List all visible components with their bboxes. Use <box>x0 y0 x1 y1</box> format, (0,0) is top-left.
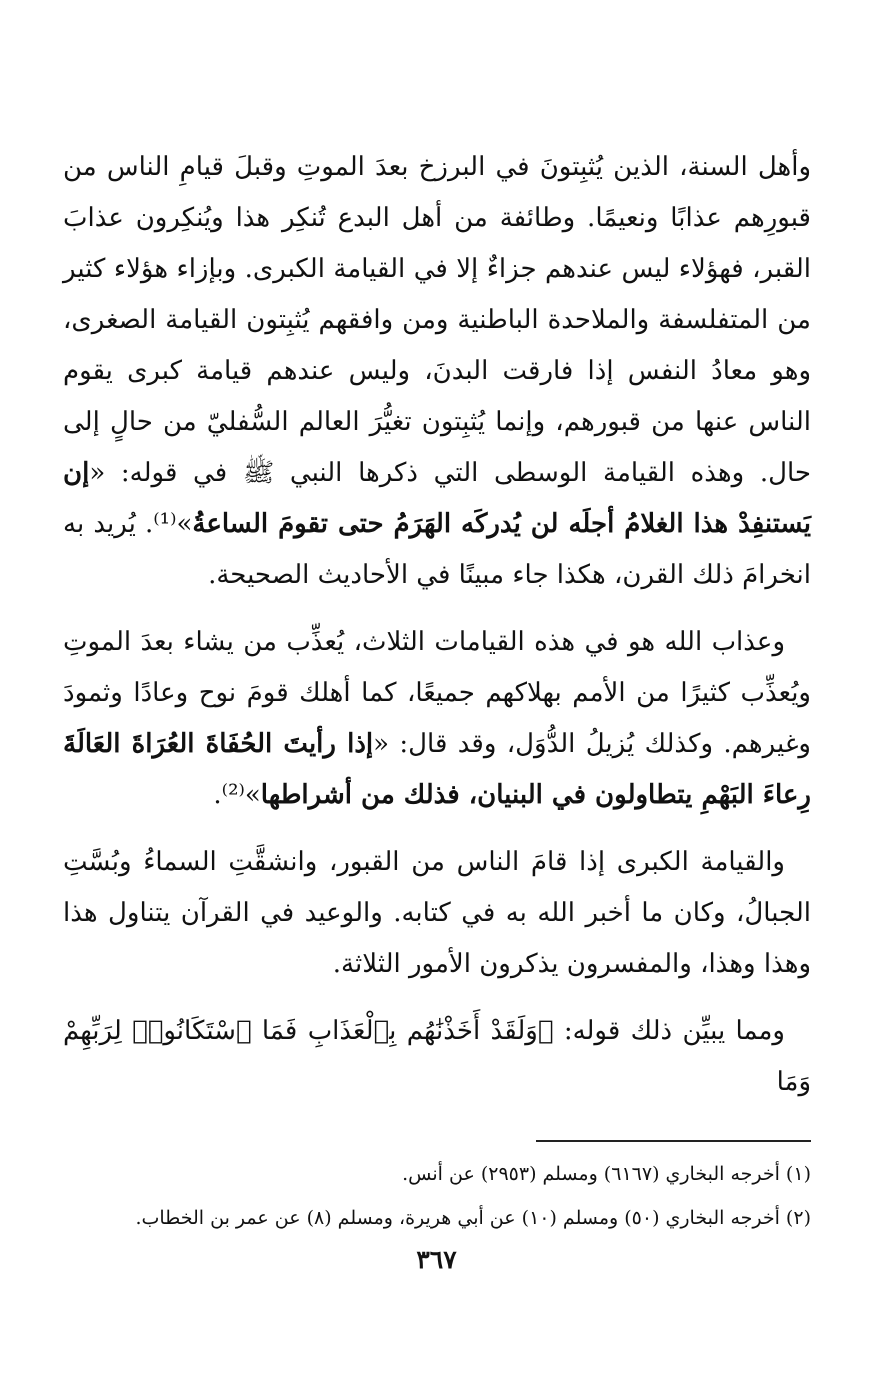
paragraph <box>63 617 811 821</box>
main-text <box>63 142 811 1124</box>
hadith-quote: إذا رأيتَ الحُفَاةَ العُرَاةَ العَالَةَ رِعاءَ البَهْمِ يتطاولون في البنيان، فذلك من أشراطها <box>63 729 811 810</box>
text-run: »⁽²⁾. <box>213 780 261 810</box>
footnotes <box>63 1152 811 1240</box>
paragraph <box>63 1006 811 1108</box>
text-run: وعذاب الله هو في هذه القيامات الثلاث، يُعذِّب من يشاء بعدَ الموتِ ويُعذِّب كثيرًا من الأمم بهلاكهم جميعًا، كما أهلك قومَ نوح وعادًا وثمودَ وغيرهم. وكذلك يُزيلُ الدُّوَل، وقد قال: « <box>63 627 811 759</box>
page-number: ٣٦٧ <box>416 1245 457 1274</box>
text-run: ومما يبيِّن ذلك قوله: ﴿وَلَقَدْ أَخَذْنَٰهُم بِٱلْعَذَابِ فَمَا ٱسْتَكَانُوا۟ لِرَبِّهِمْ وَمَا <box>63 1016 811 1097</box>
text-run: والقيامة الكبرى إذا قامَ الناس من القبور، وانشقَّتِ السماءُ وبُسَّتِ الجبالُ، وكان ما أخبر الله به في كتابه. والوعيد في القرآن يتناول هذا وهذا وهذا، والمفسرون يذكرون الأمور الثلاثة. <box>63 847 811 979</box>
paragraph <box>63 142 811 601</box>
text-run: »⁽¹⁾. يُريد به انخرامَ ذلك القرن، هكذا جاء مبينًا في الأحاديث الصحيحة. <box>63 509 811 590</box>
paragraph <box>63 837 811 990</box>
footnote-divider <box>536 1140 811 1142</box>
footnote: (١) أخرجه البخاري (٦١٦٧) ومسلم (٢٩٥٣) عن أنس. <box>402 1163 811 1185</box>
hadith-quote: إن يَستنفِدْ هذا الغلامُ أجلَه لن يُدركَه الهَرَمُ حتى تقومَ الساعةُ <box>63 458 811 539</box>
footnote: (٢) أخرجه البخاري (٥٠) ومسلم (١٠) عن أبي هريرة، ومسلم (٨) عن عمر بن الخطاب. <box>135 1207 811 1229</box>
text-run: وأهل السنة، الذين يُثبِتونَ في البرزخ بعدَ الموتِ وقبلَ قيامِ الناس من قبورِهم عذابًا ونعيمًا. وطائفة من أهل البدع تُنكِر هذا ويُنكِرون عذابَ القبر، فهؤلاء ليس عندهم جزاءٌ إلا في القيامة الكبرى. وبإزاء هؤلاء كثير من المتفلسفة والملاحدة الباطنية ومن وافقهم يُثبِتون القيامة الصغرى، وهو معادُ النفس إذا فارقت البدنَ، وليس عندهم قيامة كبرى يقوم الناس عنها من قبورهم، وإنما يُثبِتون تغيُّرَ العالم السُّفليّ من حالٍ إلى حال. وهذه القيامة الوسطى التي ذكرها النبي ﷺ في قوله: « <box>63 152 811 488</box>
